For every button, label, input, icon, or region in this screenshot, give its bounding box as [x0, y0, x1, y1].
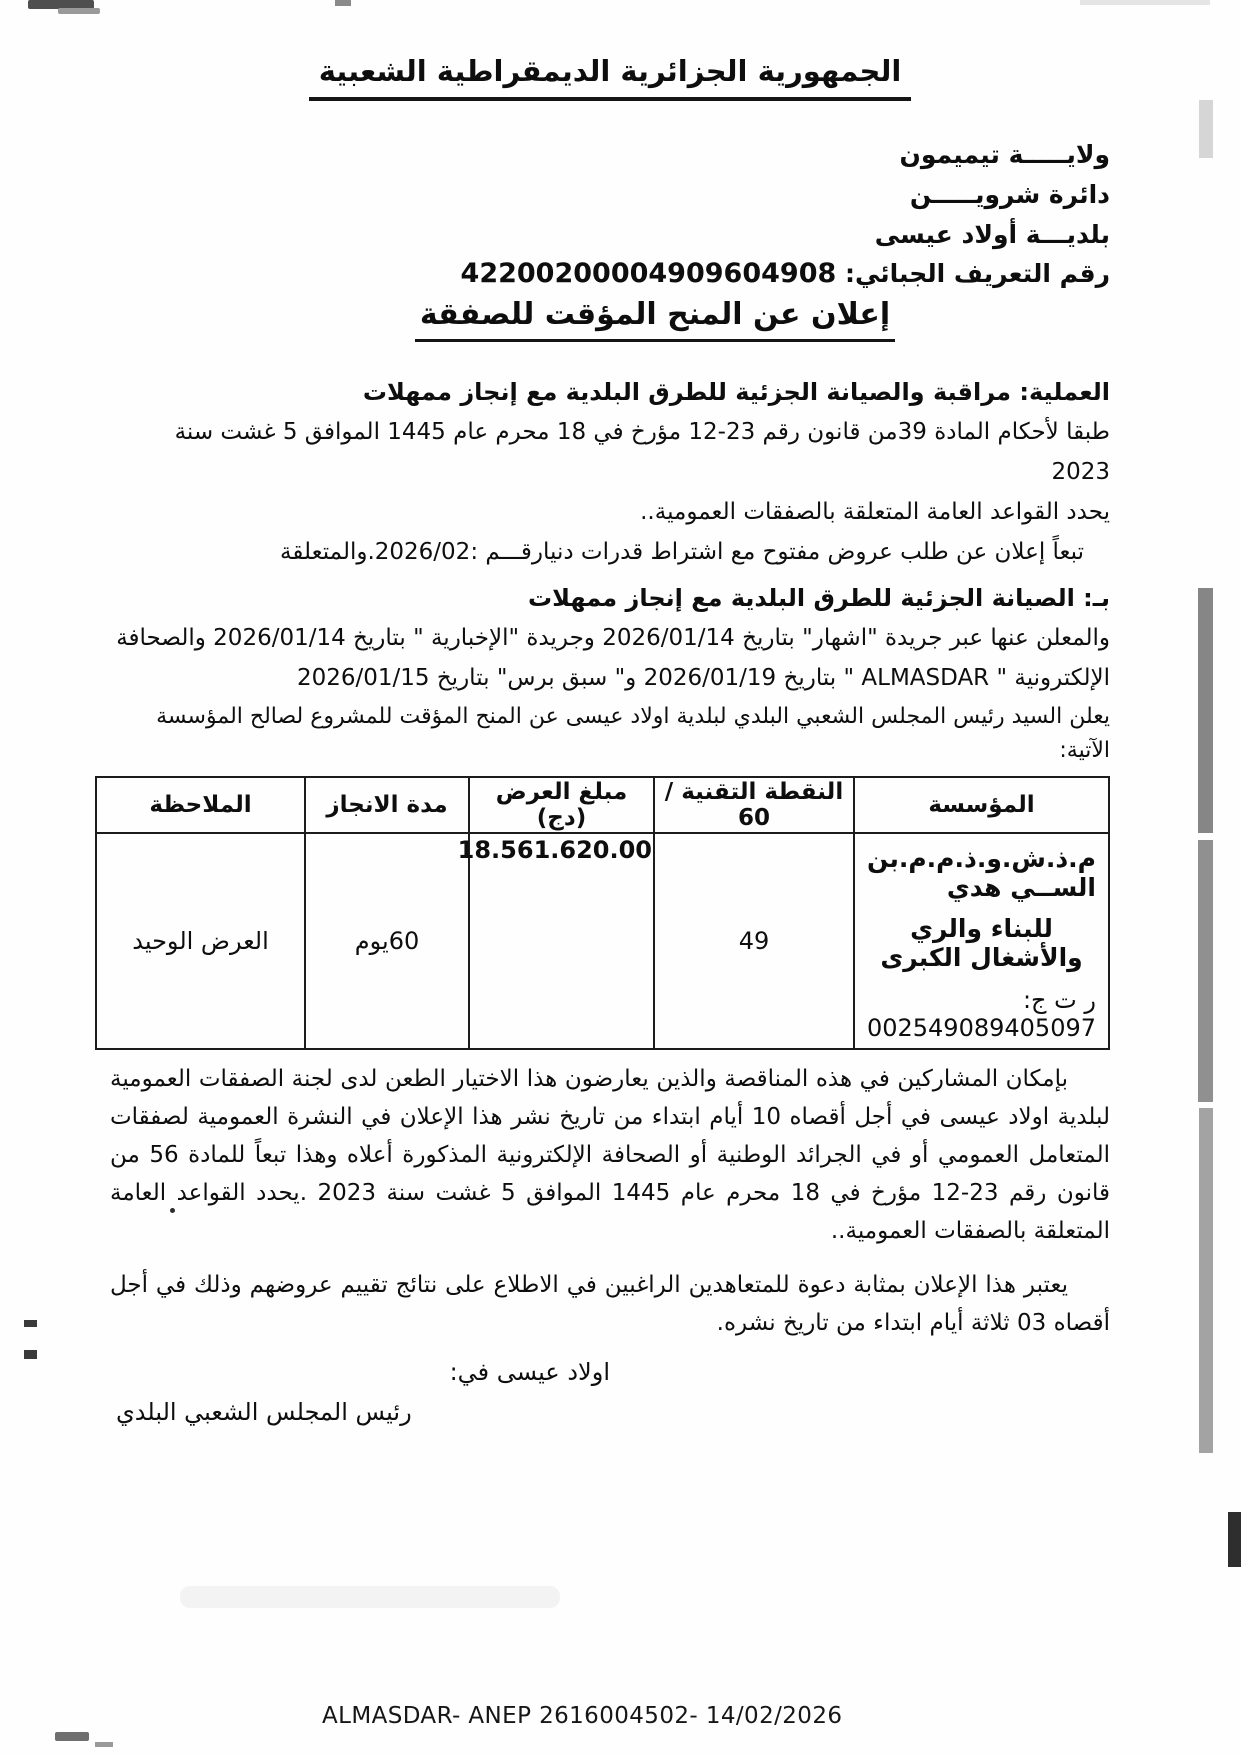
- signature-place: اولاد عيسى في:: [449, 1358, 610, 1386]
- scan-artifact: [1228, 1512, 1241, 1567]
- offer-amount-cell: 18.561.620.00: [469, 833, 654, 1049]
- table-header-technical-score: النقطة التقنية / 60: [654, 777, 854, 833]
- company-name-line-1: م.ذ.ش.و.ذ.م.م.بن الســي هدي: [866, 844, 1096, 902]
- scan-artifact: [24, 1350, 37, 1359]
- signature-title: رئيس المجلس الشعبي البلدي: [116, 1398, 412, 1426]
- scan-artifact: [335, 0, 351, 6]
- table-row: [96, 833, 1109, 1049]
- table-header-note: الملاحظة: [96, 777, 305, 833]
- appeal-paragraph: بإمكان المشاركين في هذه المناقصة والذين يعارضون هذا الاختيار الطعن لدى لجنة الصفقات العمومية لبلدية اولاد عيسى في أجل أقصاه 10 أيام ابتداء من تاريخ نشر هذا الإعلان في النشرة العمومية لصفقات المتعامل العمومي أو في الجرائد الوطنية أو الصحافة الإلكترونية المذكورة أعلاه وهذا تبعاً للمادة 56 من قانون رقم 23-12 مؤرخ في 18 محرم عام 1445 الموافق 5 غشت سنة 2023 .يحدد القواعد العامة المتعلقة بالصفقات العمومية..: [110, 1066, 1110, 1244]
- scan-artifact: [24, 1320, 37, 1327]
- anep-footer: ALMASDAR- ANEP 2616004502- 14/02/2026: [322, 1703, 843, 1729]
- scan-artifact: [1198, 588, 1213, 833]
- award-declaration-line: يعلن السيد رئيس المجلس الشعبي البلدي لبلدية اولاد عيسى عن المنح المؤقت للمشروع لصالح المؤسسة الآتية:: [156, 704, 1110, 763]
- table-header-company: المؤسسة: [854, 777, 1109, 833]
- scan-artifact: [95, 1742, 113, 1747]
- award-table: [95, 776, 1110, 1050]
- announcement-title: [110, 297, 1110, 342]
- republic-title: [110, 54, 1110, 101]
- republic-title-text: الجمهورية الجزائرية الديمقراطية الشعبية: [309, 54, 912, 101]
- commune-line: بلديـــة أولاد عيسى: [874, 220, 1110, 249]
- document-content: [110, 54, 1110, 1426]
- table-header-row: [96, 777, 1109, 833]
- press-announcement-line-2: الإلكترونية " ALMASDAR " بتاريخ 2026/01/19 و" سبق برس" بتاريخ 2026/01/15: [296, 665, 1110, 691]
- scan-artifact: [58, 8, 100, 14]
- company-name-line-2: للبناء والري والأشغال الكبرى: [880, 914, 1083, 972]
- scan-artifact: [180, 1586, 560, 1608]
- daira-line: دائرة شرويـــــن: [909, 180, 1110, 209]
- company-cell: [854, 833, 1109, 1049]
- administrative-header: [110, 135, 1110, 255]
- table-header-offer-amount: مبلغ العرض (دج): [469, 777, 654, 833]
- duration-cell: 60يوم: [305, 833, 469, 1049]
- company-registry-number: ر ت ج: 002549089405097: [866, 986, 1096, 1042]
- law-reference-line: طبقا لأحكام المادة 39من قانون رقم 23-12 مؤرخ في 18 محرم عام 1445 الموافق 5 غشت سنة 2023: [174, 419, 1110, 485]
- announcement-title-text: إعلان عن المنح المؤقت للصفقة: [415, 297, 895, 342]
- note-cell: العرض الوحيد: [96, 833, 305, 1049]
- results-paragraph: يعتبر هذا الإعلان بمثابة دعوة للمتعاهدين الراغبين في الاطلاع على نتائج تقييم عروضهم وذلك في أجل أقصاه 03 ثلاثة أيام ابتداء من تاريخ نشره.: [110, 1272, 1110, 1336]
- scan-artifact: [55, 1732, 89, 1741]
- table-header-duration: مدة الانجاز: [305, 777, 469, 833]
- contract-subject-line: بـ: الصيانة الجزئية للطرق البلدية مع إنجاز ممهلات: [528, 584, 1110, 612]
- tax-id-line: [110, 258, 1110, 289]
- tax-id-label: رقم التعريف الجبائي:: [844, 259, 1110, 288]
- scan-artifact: [1199, 1108, 1213, 1453]
- tender-reference-line: تبعاً إعلان عن طلب عروض مفتوح مع اشتراط قدرات دنيارقـــم :2026/02.والمتعلقة: [280, 539, 1084, 565]
- press-announcement-line-1: والمعلن عنها عبر جريدة "اشهار" بتاريخ 2026/01/14 وجريدة "الإخبارية " بتاريخ 2026/01/14 والصحافة: [116, 625, 1110, 651]
- technical-score-cell: 49: [654, 833, 854, 1049]
- operation-line: العملية: مراقبة والصيانة الجزئية للطرق البلدية مع إنجاز ممهلات: [362, 378, 1110, 406]
- scan-artifact: [1198, 840, 1213, 1102]
- scan-artifact: [1199, 100, 1213, 158]
- wilaya-line: ولايـــــة تيميمون: [899, 140, 1110, 169]
- scan-artifact: [1080, 0, 1210, 5]
- law-subject-line: يحدد القواعد العامة المتعلقة بالصفقات العمومية..: [640, 499, 1110, 525]
- tax-id-value: 42200200004909604908: [460, 258, 837, 289]
